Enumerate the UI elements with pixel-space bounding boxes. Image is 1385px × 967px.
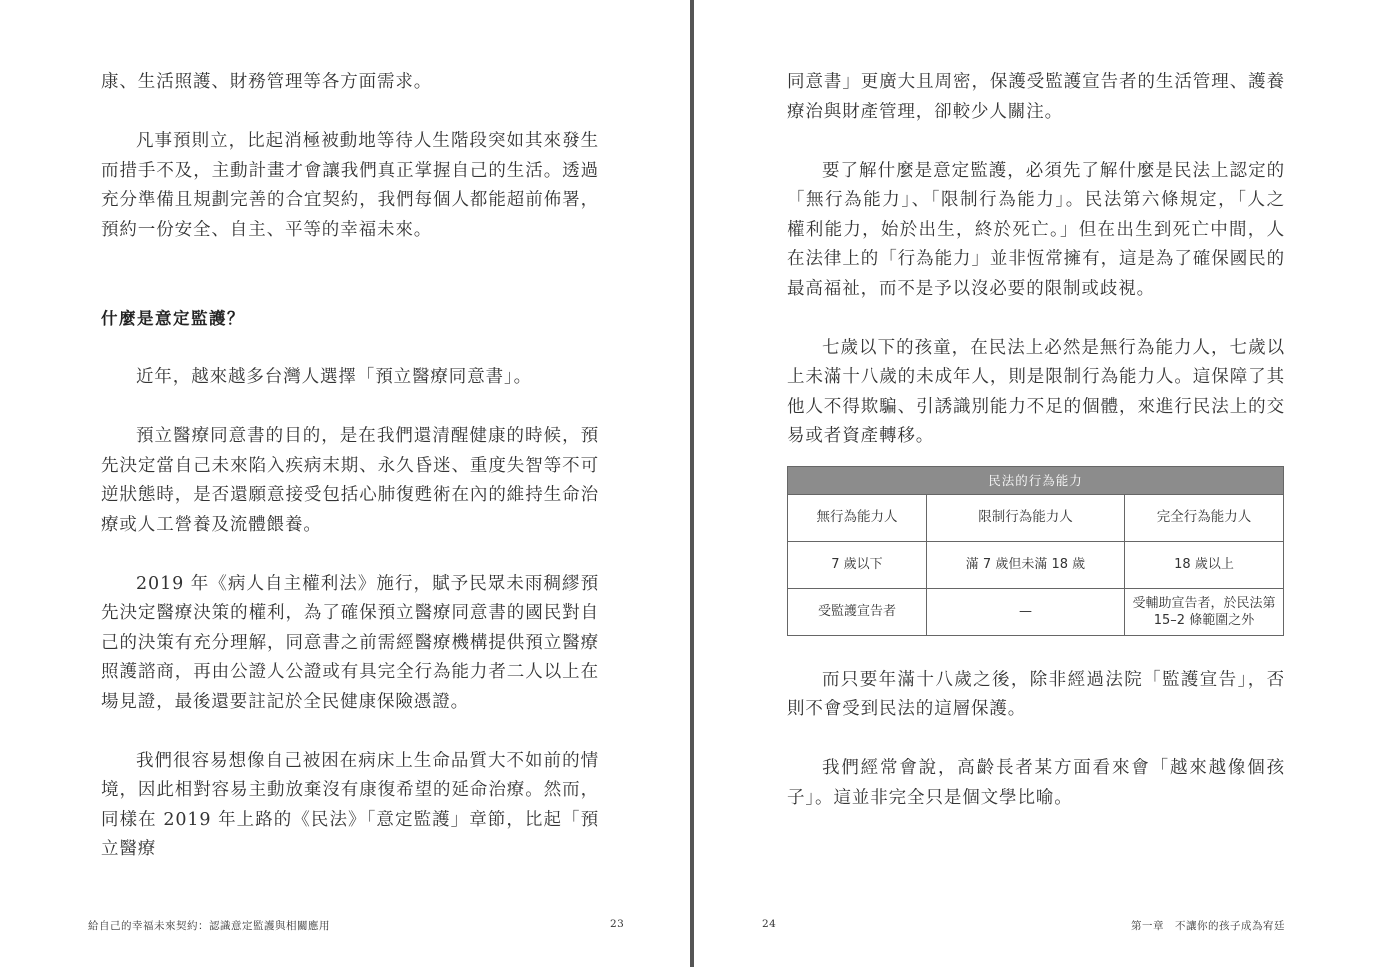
paragraph: 2019 年《病人自主權利法》施行，賦予民眾未雨稠繆預先決定醫療決策的權利，為了確保預立醫療同意書的國民對自己的決策有充分理解，同意書之前需經醫療機構提供預立醫療照護諮商，再由公證人公證或有具完全行為能力者二人以上在場見證，最後還要註記於全民健康保險憑證。: [101, 573, 599, 712]
paragraph: 要了解什麼是意定監護，必須先了解什麼是民法上認定的「無行為能力」、「限制行為能力」。民法第六條規定，「人之權利能力，始於出生，終於死亡。」但在出生到死亡中間，人在法律上的「行為能力」並非恆常擁有，這是為了確保國民的最高福祉，而不是予以沒必要的限制或歧視。: [787, 160, 1285, 299]
page-number: 23: [610, 918, 625, 930]
table-cell: 受輔助宣告者，於民法第 15–2 條範圍之外: [1125, 588, 1284, 635]
paragraph: 康、生活照護、財務管理等各方面需求。: [101, 72, 433, 92]
paragraph: 預立醫療同意書的目的，是在我們還清醒健康的時候，預先決定當自己未來陷入疾病末期、永久昏迷、重度失智等不可逆狀態時，是否還願意接受包括心肺復甦術在內的維持生命治療或人工營養及流體餵養。: [101, 426, 599, 535]
table-cell: 7 歲以下: [788, 541, 927, 588]
table-header-row: [788, 494, 1284, 541]
section-heading: 什麼是意定監護？: [101, 309, 245, 328]
paragraph: 我們經常會說，高齡長者某方面看來會「越來越像個孩子」。這並非完全只是個文學比喻。: [787, 758, 1285, 808]
paragraph: 近年，越來越多台灣人選擇「預立醫療同意書」。: [136, 367, 533, 387]
right-page: [694, 0, 1385, 967]
paragraph: 七歲以下的孩童，在民法上必然是無行為能力人，七歲以上未滿十八歲的未成年人，則是限制行為能力人。這保障了其他人不得欺騙、引誘識別能力不足的個體，來進行民法上的交易或者資產轉移。: [787, 337, 1285, 446]
table-row: [788, 588, 1284, 635]
running-footer-title: 給自己的幸福未來契約：認識意定監護與相關應用: [88, 920, 330, 932]
legal-capacity-table: [787, 466, 1284, 636]
left-page: [0, 0, 690, 967]
table-cell: 滿 7 歲但未滿 18 歲: [926, 541, 1124, 588]
table-caption: 民法的行為能力: [788, 466, 1284, 494]
right-text-column: [787, 68, 1285, 813]
page-number: 24: [762, 918, 777, 930]
table-cell: 18 歲以上: [1125, 541, 1284, 588]
table-cell: —: [926, 588, 1124, 635]
paragraph: 同意書」更廣大且周密，保護受監護宣告者的生活管理、護養療治與財產管理，卻較少人關注。: [787, 72, 1285, 122]
paragraph: 凡事預則立，比起消極被動地等待人生階段突如其來發生而措手不及，主動計畫才會讓我們真正掌握自己的生活。透過充分準備且規劃完善的合宜契約，我們每個人都能超前佈署，預約一份安全、自主、平等的幸福未來。: [101, 131, 599, 240]
running-footer-title: 第一章 不讓你的孩子成為宥廷: [1131, 920, 1285, 932]
column-header: 無行為能力人: [788, 494, 927, 541]
paragraph: 我們很容易想像自己被困在病床上生命品質大不如前的情境，因此相對容易主動放棄沒有康復希望的延命治療。然而，同樣在 2019 年上路的《民法》「意定監護」章節，比起「預立醫療: [101, 750, 599, 859]
paragraph: 而只要年滿十八歲之後，除非經過法院「監護宣告」，否則不會受到民法的這層保護。: [787, 669, 1285, 719]
table-row: [788, 541, 1284, 588]
column-header: 限制行為能力人: [926, 494, 1124, 541]
table-cell: 受監護宣告者: [788, 588, 927, 635]
column-header: 完全行為能力人: [1125, 494, 1284, 541]
left-text-column: [101, 68, 599, 865]
